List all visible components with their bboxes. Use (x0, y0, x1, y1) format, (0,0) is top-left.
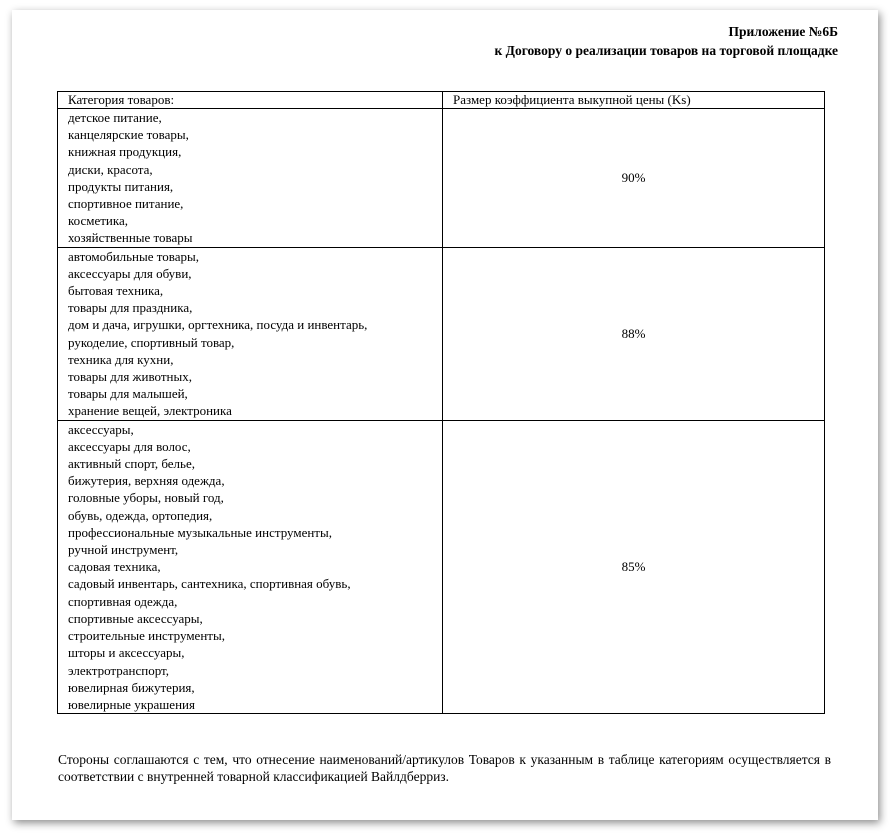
category-item: профессиональные музыкальные инструменты, (68, 524, 332, 540)
coefficient-cell: 85% (443, 420, 825, 713)
coefficient-column-header: Размер коэффициента выкупной цены (Ks) (443, 92, 825, 109)
category-item: автомобильные товары, (68, 248, 200, 264)
category-item: аксессуары для обуви, (68, 265, 192, 281)
category-item: ювелирная бижутерия, (68, 679, 195, 695)
category-item: косметика, (68, 213, 129, 229)
category-item: строительные инструменты, (68, 628, 225, 644)
category-item: бижутерия, верхняя одежда, (68, 473, 225, 489)
category-item: книжная продукция, (68, 144, 182, 160)
category-item: садовый инвентарь, сантехника, спортивная обувь, (68, 576, 351, 592)
category-item: ручной инструмент, (68, 542, 179, 558)
document-page (12, 10, 878, 820)
category-item: товары для праздника, (68, 300, 193, 316)
category-coefficient-table (57, 91, 825, 714)
category-item: диски, красота, (68, 161, 153, 177)
coefficient-cell: 88% (443, 247, 825, 420)
table-row (58, 109, 825, 248)
table-header-row (58, 92, 825, 109)
category-item: спортивная одежда, (68, 593, 178, 609)
category-item: товары для малышей, (68, 386, 188, 402)
category-item: товары для животных, (68, 369, 193, 385)
appendix-subtitle: к Договору о реализации товаров на торговой площадке (494, 43, 838, 58)
appendix-header (495, 22, 838, 60)
category-item: активный спорт, белье, (68, 456, 195, 472)
category-item: продукты питания, (68, 178, 174, 194)
category-item: обувь, одежда, ортопедия, (68, 507, 213, 523)
category-item: спортивное питание, (68, 196, 184, 212)
category-item: шторы и аксессуары, (68, 645, 185, 661)
category-item: хозяйственные товары (68, 230, 193, 246)
table-row (58, 247, 825, 420)
category-item: ювелирные украшения (68, 696, 195, 712)
category-item: бытовая техника, (68, 283, 164, 299)
category-item: садовая техника, (68, 559, 161, 575)
category-column-header: Категория товаров: (58, 92, 443, 109)
category-item: хранение вещей, электроника (68, 403, 232, 419)
category-item: канцелярские товары, (68, 127, 189, 143)
category-item: дом и дача, игрушки, оргтехника, посуда и инвентарь, (68, 317, 368, 333)
coefficient-cell: 90% (443, 109, 825, 248)
appendix-title: Приложение №6Б (728, 24, 838, 39)
table-row (58, 420, 825, 713)
category-item: головные уборы, новый год, (68, 490, 224, 506)
category-item: техника для кухни, (68, 351, 174, 367)
table-body (58, 109, 825, 714)
category-item: рукоделие, спортивный товар, (68, 334, 235, 350)
footer-paragraph: Стороны соглашаются с тем, что отнесение наименований/артикулов Товаров к указанным в таблице категориям осуществляется в соответствии с внутренней товарной классификацией Вайлдберриз. (58, 752, 831, 784)
category-cell (58, 420, 443, 713)
category-item: аксессуары, (68, 421, 134, 437)
category-item: аксессуары для волос, (68, 438, 191, 454)
category-item: спортивные аксессуары, (68, 610, 203, 626)
category-item: электротранспорт, (68, 662, 169, 678)
category-cell (58, 247, 443, 420)
category-cell (58, 109, 443, 248)
category-item: детское питание, (68, 110, 162, 125)
